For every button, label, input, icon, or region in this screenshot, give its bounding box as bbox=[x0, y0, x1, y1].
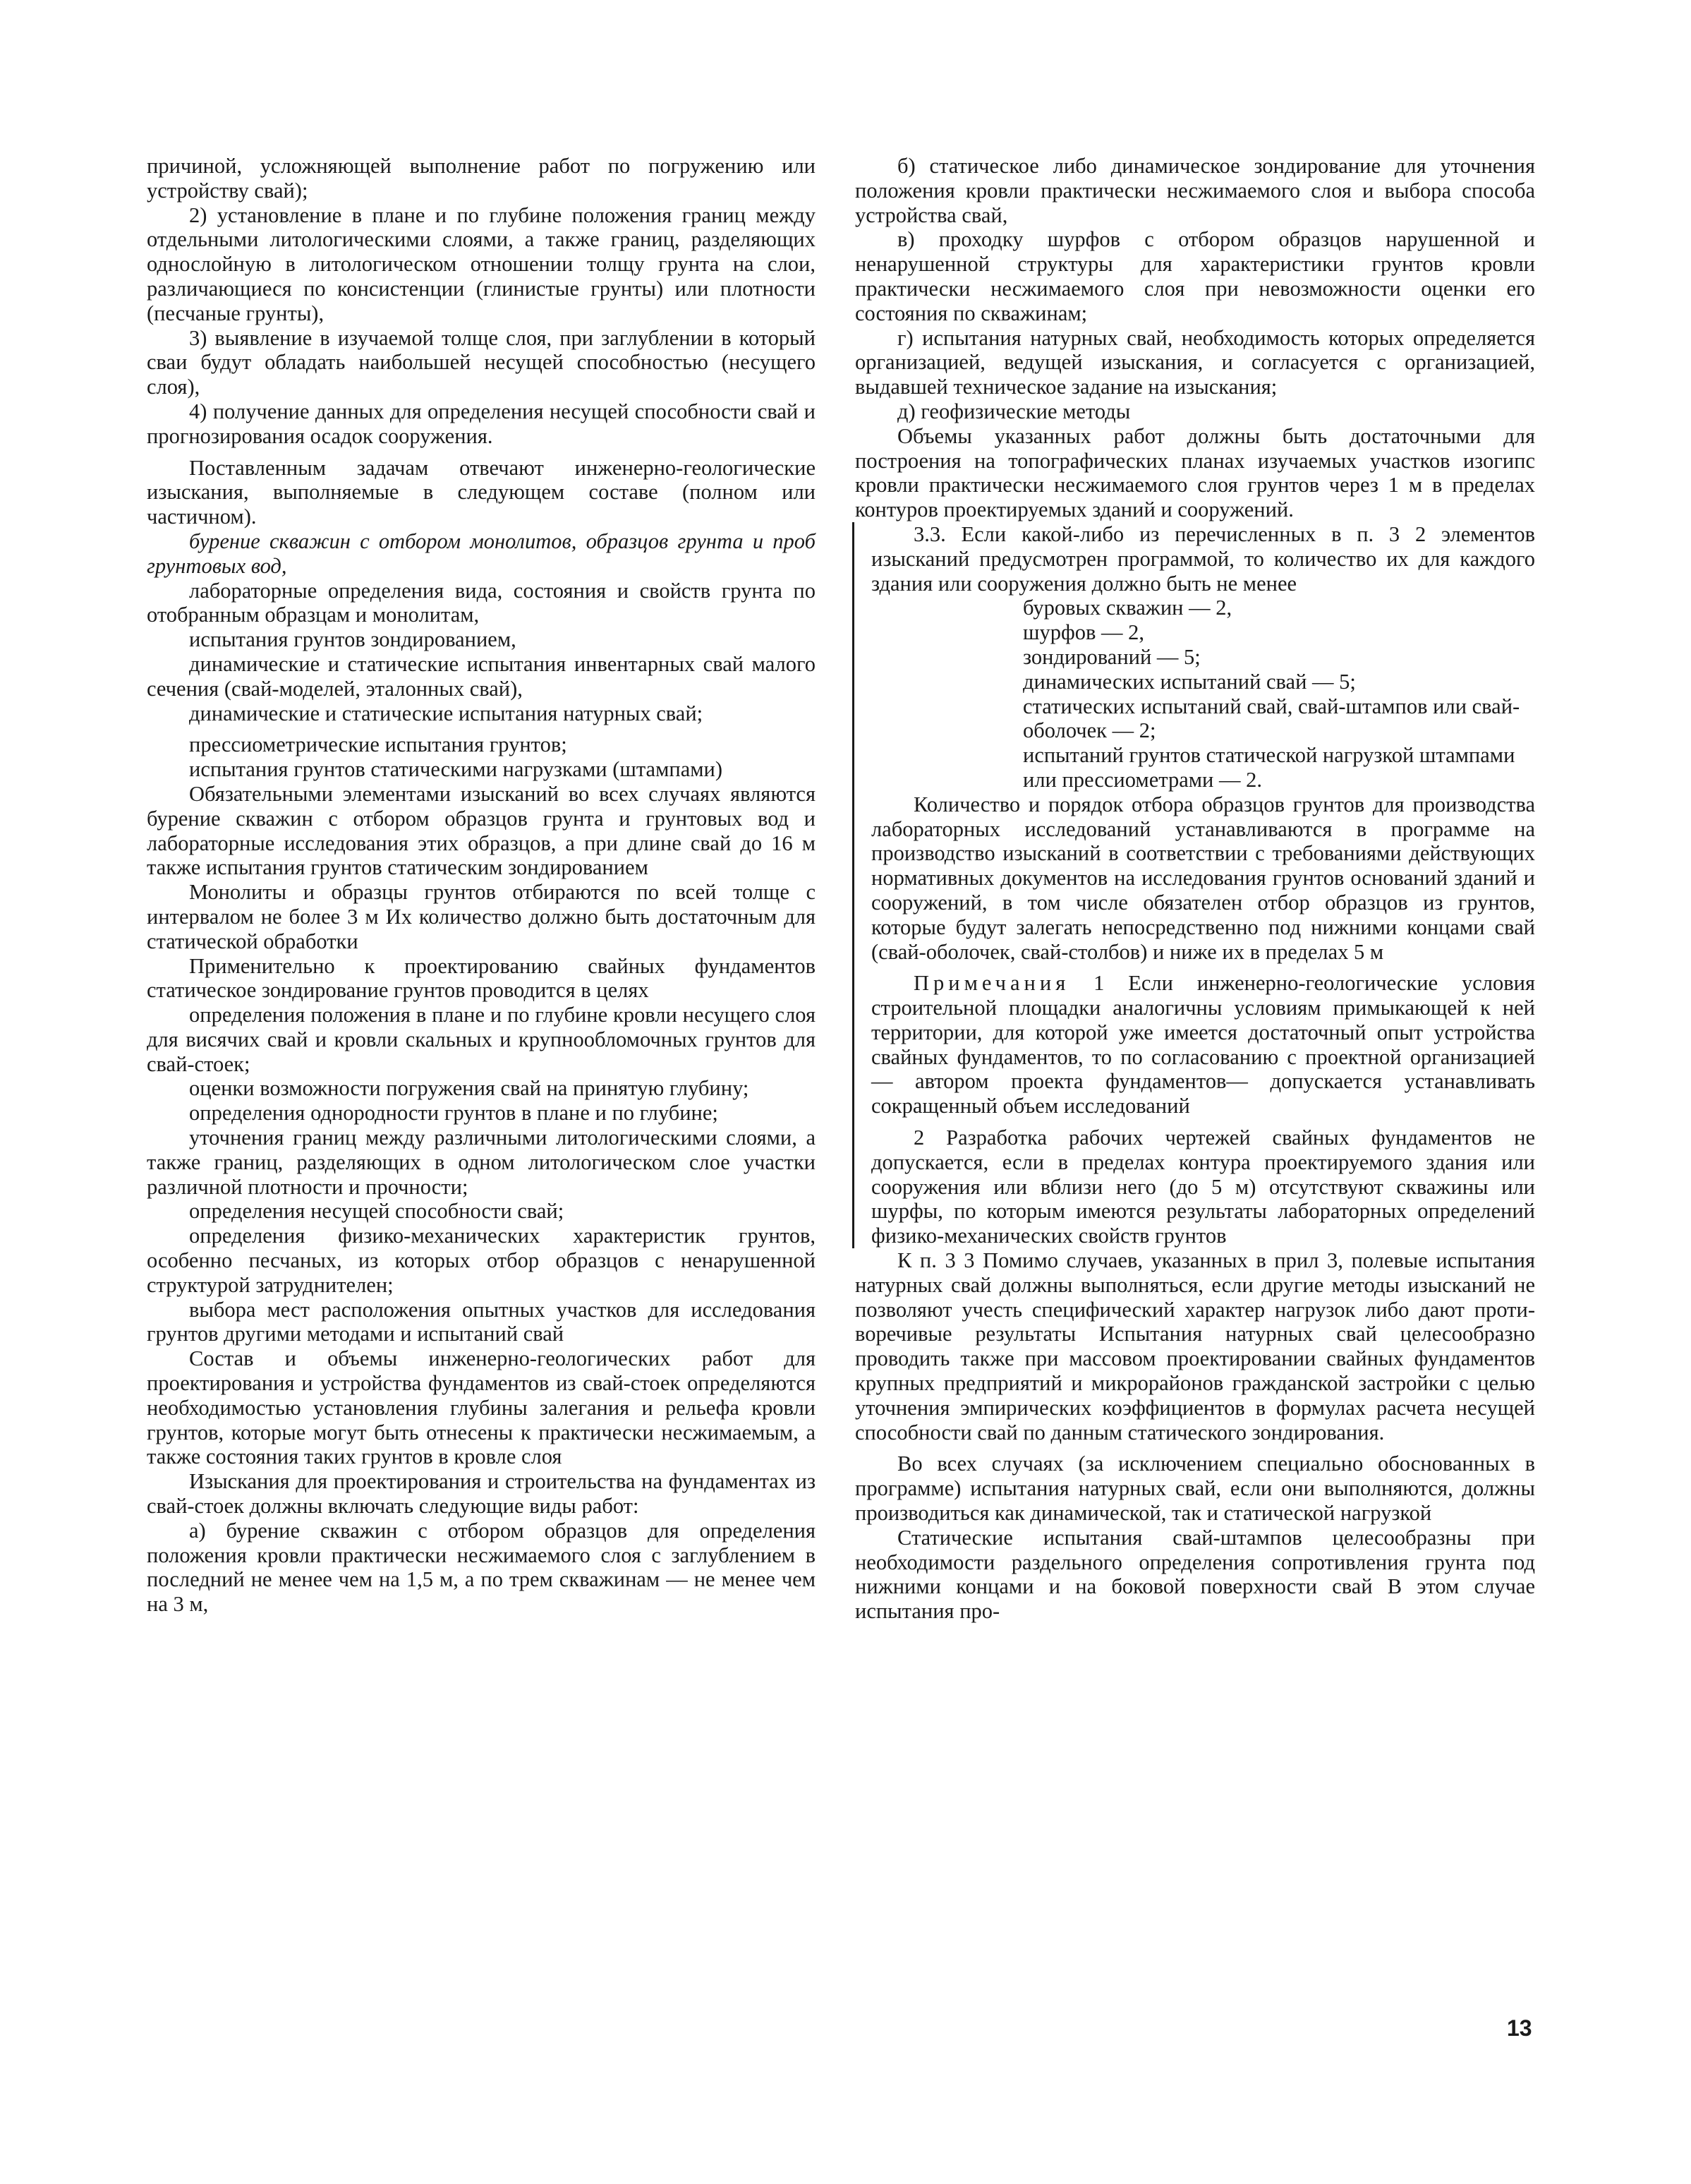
paragraph: причиной, усложняющей выполнение работ по погружению или устройству свай); bbox=[147, 154, 816, 203]
clause-3-3-block bbox=[852, 522, 1535, 1248]
list-item: бурение скважин с отбором монолитов, образцов грунта и проб грунтовых вод, bbox=[147, 529, 816, 578]
paragraph: Объемы указанных работ должны быть достаточными для построения на топографических планах изучаемых участков изогипс кровли практически несжимаемого слоя грунтов через 1 м в пределах контуров проектируемых зданий и сооружений. bbox=[855, 423, 1535, 522]
clause-3-3: 3.3. Если какой-либо из перечисленных в п. 3 2 элементов изысканий предусмотрен программой, то количество их для каждого здания или сооружения должно быть не менее bbox=[871, 521, 1535, 596]
list-item: динамические и статические испытания инвентарных свай малого сечения (свай-моделей, эталонных свай), bbox=[147, 651, 816, 701]
list-item: прессиометрические испытания грунтов; bbox=[189, 732, 567, 757]
paragraph: Поставленным задачам отвечают инженерно-геологические изыскания, выполняемые в следующем составе (полном или частичном). bbox=[147, 455, 816, 529]
list-item: динамические и статические испытания натурных свай; bbox=[189, 701, 703, 725]
note-1-text: 1 Если инженерно-геологические условия строительной площадки аналогичны условиям примыкающей к ней территории, для которой уже имеется достаточный опыт устройства свайных фундаментов, то по согласованию с проектной организацией — автором проекта фундаментов— допускается устанавливать сокращенный объем исследований bbox=[871, 971, 1535, 1118]
right-column bbox=[855, 154, 1535, 1624]
list-item: 2) установление в плане и по глубине положения границ между отдельными литологическими слоями, а также границ, разделяющих однослойную в литологическом отношении толщу грунта на слои, различающиеся по консистенции (глинистые грунты) или плотности (песчаные грунты), bbox=[147, 203, 816, 325]
paragraph: К п. 3 3 Помимо случаев, указанных в прил 3, полевые испытания натурных свай должны выполняться, если другие методы изысканий не позволяют учесть специфический характер нагрузок либо дают противоречивые результаты Испытания натурных свай целесообразно проводить также при массовом проектировании свайных фундаментов крупных предприятий и микрорайонов гражданской застройки с целью уточнения эмпирических коэффициентов в формулах расчета несущей способности свай по данным статического зондирования. bbox=[855, 1248, 1535, 1444]
list-item: б) статическое либо динамическое зондирование для уточнения положения кровли практически несжимаемого слоя и выбора способа устройства свай, bbox=[855, 154, 1535, 227]
list-item: 4) получение данных для определения несущей способности свай и прогнозирования осадок сооружения. bbox=[147, 399, 816, 448]
count-item: статических испытаний свай, свай-штампов или свай-оболочек — 2; bbox=[1023, 694, 1520, 743]
count-item: буровых скважин — 2, bbox=[1023, 596, 1232, 620]
paragraph: Применительно к проектированию свайных фундаментов статическое зондирование грунтов проводится в целях bbox=[147, 953, 816, 1003]
paragraph: Во всех случаях (за исключением специально обоснованных в программе) испытания натурных свай, если они выполняются, должны производиться как динамической, так и статической нагрузкой bbox=[855, 1452, 1535, 1526]
list-item: уточнения границ между различными литологическими слоями, а также границ, разделяющих в одном литологическом слое участки различной плотности и прочности; bbox=[147, 1126, 816, 1199]
list-item: лабораторные определения вида, состояния и свойств грунта по отобранным образцам и монолитам, bbox=[147, 578, 816, 627]
count-item: динамических испытаний свай — 5; bbox=[1023, 669, 1356, 694]
list-item: в) проходку шурфов с отбором образцов нарушенной и ненарушенной структуры для характеристики грунтов кровли практически несжимаемого слоя при невозможности оценки его состояния по скважинам; bbox=[855, 227, 1535, 325]
list-item: 3) выявление в изучаемой толще слоя, при заглублении в который сваи будут обладать наибольшей несущей способностью (несущего слоя), bbox=[147, 325, 816, 399]
list-item: определения положения в плане и по глубине кровли несущего слоя для висячих свай и кровли скальных и крупнообломочных грунтов для свай-стоек; bbox=[147, 1003, 816, 1076]
paragraph: Монолиты и образцы грунтов отбираются по всей толще с интервалом не более 3 м Их количество должно быть достаточным для статической обработки bbox=[147, 880, 816, 953]
paragraph: Изыскания для проектирования и строительства на фундаментах из свай-стоек должны включать следующие виды работ: bbox=[147, 1469, 816, 1519]
list-item: испытания грунтов зондированием, bbox=[189, 627, 516, 652]
sampling-paragraph: Количество и порядок отбора образцов грунтов для производства лабораторных исследований устанавливаются в программе на производство изысканий в соответствии с требованиями действующих нормативных документов на исследования грунтов оснований зданий и сооружений, в том числе обязателен отбор образцов из грунтов, которые будут залегать непосредственно под нижними концами свай (свай-оболочек, свай-столбов) и ниже их в пределах 5 м bbox=[871, 792, 1535, 964]
left-column bbox=[147, 154, 816, 1617]
list-item: выбора мест расположения опытных участков для исследования грунтов другими методами и испытаний свай bbox=[147, 1297, 816, 1346]
list-item: определения несущей способности свай; bbox=[189, 1199, 564, 1224]
list-item: д) геофизические методы bbox=[897, 399, 1131, 423]
list-item: оценки возможности погружения свай на принятую глубину; bbox=[189, 1076, 749, 1101]
note-2: 2 Разработка рабочих чертежей свайных фундаментов не допускается, если в пределах контура проектируемого здания или сооружения или вблизи него (до 5 м) отсутствуют скважины или шурфы, по которым имеются результаты лабораторных определений физико-механических свойств грунтов bbox=[871, 1126, 1535, 1248]
list-item: определения физико-механических характеристик грунтов, особенно песчаных, из которых отбор образцов с ненарушенной структурой затруднителен; bbox=[147, 1224, 816, 1297]
count-item: шурфов — 2, bbox=[1023, 620, 1145, 645]
paragraph: Обязательными элементами изысканий во всех случаях являются бурение скважин с отбором образцов грунта и грунтовых вод и лабораторные исследования этих образцов, а при длине свай до 16 м также испытания грунтов статическим зондированием bbox=[147, 781, 816, 880]
count-item: зондирований — 5; bbox=[1023, 644, 1201, 669]
paragraph: Статические испытания свай-штампов целесообразны при необходимости раздельного определения сопротивления грунта под нижними концами и на боковой поверхности свай В этом случае испытания про- bbox=[855, 1525, 1535, 1624]
count-item: испытаний грунтов статической нагрузкой штампами или прессиометрами — 2. bbox=[1023, 743, 1515, 792]
list-item: г) испытания натурных свай, необходимость которых определяется организацией, ведущей изыскания, и согласуется с организацией, выдавшей техническое задание на изыскания; bbox=[855, 325, 1535, 399]
list-item: а) бурение скважин с отбором образцов для определения положения кровли практически несжимаемого слоя с заглублением в последний не менее чем на 1,5 м, а по трем скважинам — не менее чем на 3 м, bbox=[147, 1518, 816, 1617]
paragraph: Состав и объемы инженерно-геологических работ для проектирования и устройства фундаментов из свай-стоек определяются необходимостью установления глубины залегания и рельефа кровли грунтов, которые могут быть отнесены к практически несжимаемым, а также состояния таких грунтов в кровле слоя bbox=[147, 1346, 816, 1469]
note-1 bbox=[871, 971, 1535, 1118]
notes-label: Примечания bbox=[914, 971, 1070, 996]
list-item: испытания грунтов статическими нагрузками (штампами) bbox=[189, 757, 723, 782]
list-item: определения однородности грунтов в плане и по глубине; bbox=[189, 1101, 718, 1126]
count-list bbox=[871, 596, 1535, 792]
page-number: 13 bbox=[1507, 2015, 1532, 2041]
